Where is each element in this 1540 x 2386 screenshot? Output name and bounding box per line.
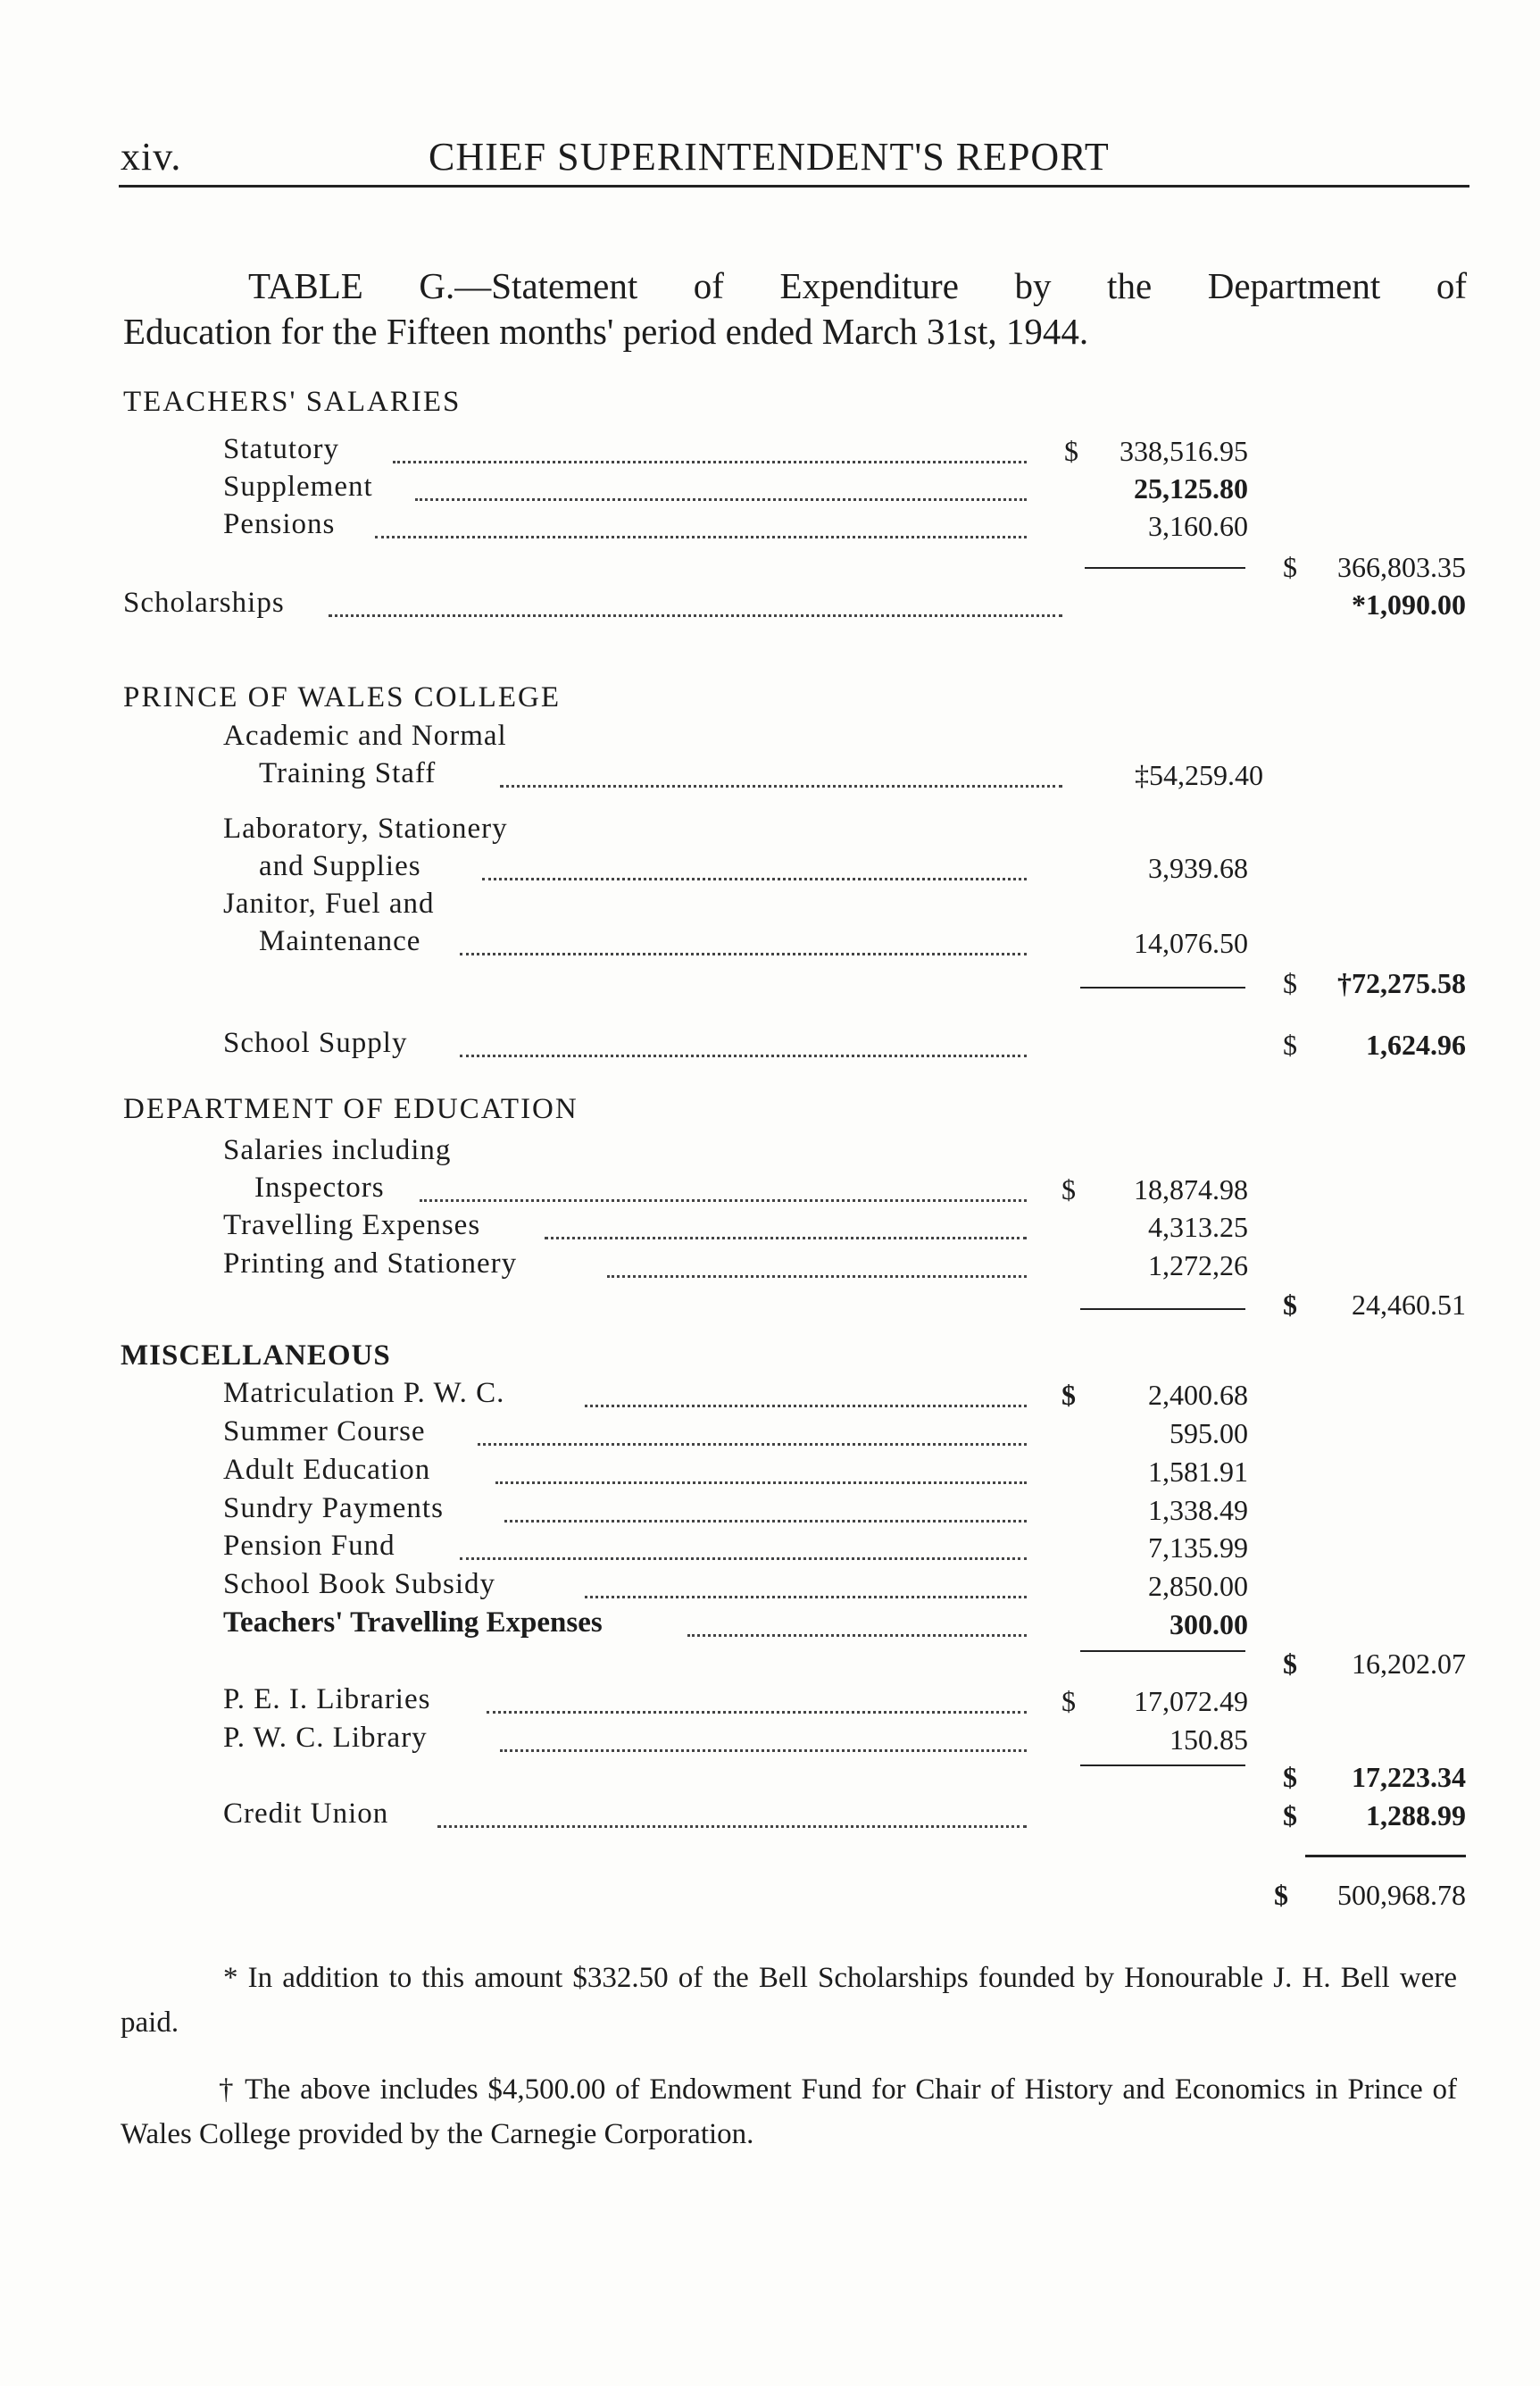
misc-item-label: Summer Course	[223, 1415, 426, 1447]
row-label-salaries-line1: Salaries including	[223, 1134, 452, 1166]
row-label-credit-union: Credit Union	[223, 1798, 389, 1830]
dollar-sign: $	[1274, 1879, 1288, 1911]
grand-total: 500,968.78	[1337, 1879, 1466, 1911]
leader-dots	[495, 1481, 1027, 1484]
amount-pensions: 3,160.60	[1148, 510, 1248, 542]
misc-item-label: Teachers' Travelling Expenses	[223, 1606, 603, 1639]
dollar-sign: $	[1283, 551, 1297, 583]
leader-dots	[420, 1199, 1027, 1202]
row-label-laboratory-line1: Laboratory, Stationery	[223, 813, 508, 845]
leader-dots	[607, 1275, 1027, 1278]
dollar-sign: $	[1283, 1289, 1297, 1321]
amount-statutory: 338,516.95	[1120, 435, 1248, 467]
row-label-salaries-line2: Inspectors	[254, 1172, 385, 1204]
misc-item-label: Adult Education	[223, 1454, 431, 1486]
misc-item-amount: 595.00	[1170, 1417, 1248, 1449]
amount-school-supply: 1,624.96	[1366, 1029, 1466, 1061]
running-title: CHIEF SUPERINTENDENT'S REPORT	[429, 135, 1110, 179]
leader-dots	[460, 953, 1027, 955]
misc-item-amount: 1,338.49	[1148, 1494, 1248, 1526]
amount-printing: 1,272,26	[1148, 1249, 1248, 1281]
row-label-janitor-line1: Janitor, Fuel and	[223, 888, 435, 920]
row-label-travelling: Travelling Expenses	[223, 1209, 481, 1241]
misc-item-label: Sundry Payments	[223, 1492, 444, 1524]
misc-item-label: School Book Subsidy	[223, 1568, 496, 1600]
section-heading-misc: MISCELLANEOUS	[121, 1339, 391, 1372]
amount-supplement: 25,125.80	[1134, 472, 1248, 505]
section-heading-dept: DEPARTMENT OF EDUCATION	[123, 1093, 579, 1125]
row-label-pei-libraries: P. E. I. Libraries	[223, 1683, 431, 1715]
leader-dots	[478, 1443, 1027, 1446]
amount-scholarships: *1,090.00	[1352, 588, 1466, 621]
subtotal-rule	[1080, 1764, 1245, 1766]
leader-dots	[585, 1405, 1027, 1407]
dollar-sign: $	[1283, 1799, 1297, 1831]
section-heading-teachers: TEACHERS' SALARIES	[123, 386, 462, 418]
misc-item-label: Matriculation P. W. C.	[223, 1377, 505, 1409]
amount-laboratory: 3,939.68	[1148, 852, 1248, 884]
page-number: xiv.	[121, 135, 182, 179]
row-label-pensions: Pensions	[223, 508, 336, 540]
amount-pwc-library: 150.85	[1170, 1723, 1248, 1756]
leader-dots	[375, 536, 1027, 538]
dollar-sign: $	[1061, 1685, 1076, 1717]
footnote-scholarships: * In addition to this amount $332.50 of the Bell Scholarships founded by Honourable J. H. Bell were paid.	[121, 1962, 1457, 2039]
amount-salaries: 18,874.98	[1134, 1173, 1248, 1206]
misc-item-amount: 1,581.91	[1148, 1456, 1248, 1488]
leader-dots	[504, 1520, 1027, 1523]
leader-dots	[460, 1055, 1027, 1057]
leader-dots	[500, 785, 1062, 788]
row-label-statutory: Statutory	[223, 433, 339, 465]
dollar-sign: $	[1283, 967, 1297, 999]
dollar-sign: $	[1283, 1761, 1297, 1793]
table-title-line1: TABLE G.—Statement of Expenditure by the Department of	[248, 265, 1467, 306]
row-label-supplement: Supplement	[223, 471, 373, 503]
subtotal-rule	[1080, 1650, 1245, 1652]
leader-dots	[500, 1749, 1027, 1752]
row-label-academic-line1: Academic and Normal	[223, 720, 507, 752]
total-teachers-salaries: 366,803.35	[1337, 551, 1466, 583]
misc-item-label: Pension Fund	[223, 1530, 395, 1562]
leader-dots	[585, 1596, 1027, 1598]
misc-item-amount: 300.00	[1170, 1608, 1248, 1640]
subtotal-rule	[1080, 987, 1245, 989]
leader-dots	[482, 878, 1027, 880]
section-heading-pwc: PRINCE OF WALES COLLEGE	[123, 681, 561, 713]
footnote-endowment: † The above includes $4,500.00 of Endowment Fund for Chair of History and Economics in Prince of Wales College provided by the Carnegie Corporation.	[121, 2073, 1457, 2150]
leader-dots	[687, 1634, 1027, 1637]
subtotal-rule	[1080, 1308, 1245, 1310]
leader-dots	[393, 461, 1027, 463]
row-label-academic-line2: Training Staff	[259, 757, 437, 789]
leader-dots	[545, 1237, 1027, 1239]
dollar-sign: $	[1064, 435, 1078, 467]
dollar-sign: $	[1061, 1173, 1076, 1206]
table-title-line2: Education for the Fifteen months' period ended March 31st, 1944.	[123, 311, 1089, 352]
total-misc: 16,202.07	[1352, 1648, 1466, 1680]
misc-item-amount: 2,400.68	[1148, 1379, 1248, 1411]
row-label-scholarships: Scholarships	[123, 587, 285, 619]
leader-dots	[487, 1711, 1027, 1714]
row-label-pwc-library: P. W. C. Library	[223, 1722, 428, 1754]
amount-janitor: 14,076.50	[1134, 927, 1248, 959]
leader-dots	[460, 1557, 1027, 1560]
amount-academic-staff: ‡54,259.40	[1135, 759, 1263, 791]
misc-item-amount: 2,850.00	[1148, 1570, 1248, 1602]
total-dept: 24,460.51	[1352, 1289, 1466, 1321]
total-pwc: †72,275.58	[1337, 967, 1466, 999]
dollar-sign: $	[1283, 1029, 1297, 1061]
row-label-school-supply: School Supply	[223, 1027, 408, 1059]
grand-total-rule	[1305, 1855, 1466, 1857]
dollar-sign: $	[1283, 1648, 1297, 1680]
subtotal-rule	[1085, 567, 1245, 569]
amount-credit-union: 1,288.99	[1366, 1799, 1466, 1831]
amount-travelling: 4,313.25	[1148, 1211, 1248, 1243]
amount-pei-libraries: 17,072.49	[1134, 1685, 1248, 1717]
row-label-janitor-line2: Maintenance	[259, 925, 421, 957]
total-libraries: 17,223.34	[1352, 1761, 1466, 1793]
leader-dots	[415, 498, 1027, 501]
leader-dots	[437, 1825, 1027, 1828]
misc-item-amount: 7,135.99	[1148, 1531, 1248, 1564]
leader-dots	[329, 614, 1062, 617]
dollar-sign: $	[1061, 1379, 1076, 1411]
row-label-laboratory-line2: and Supplies	[259, 850, 421, 882]
header-rule	[119, 185, 1469, 188]
row-label-printing: Printing and Stationery	[223, 1247, 518, 1280]
